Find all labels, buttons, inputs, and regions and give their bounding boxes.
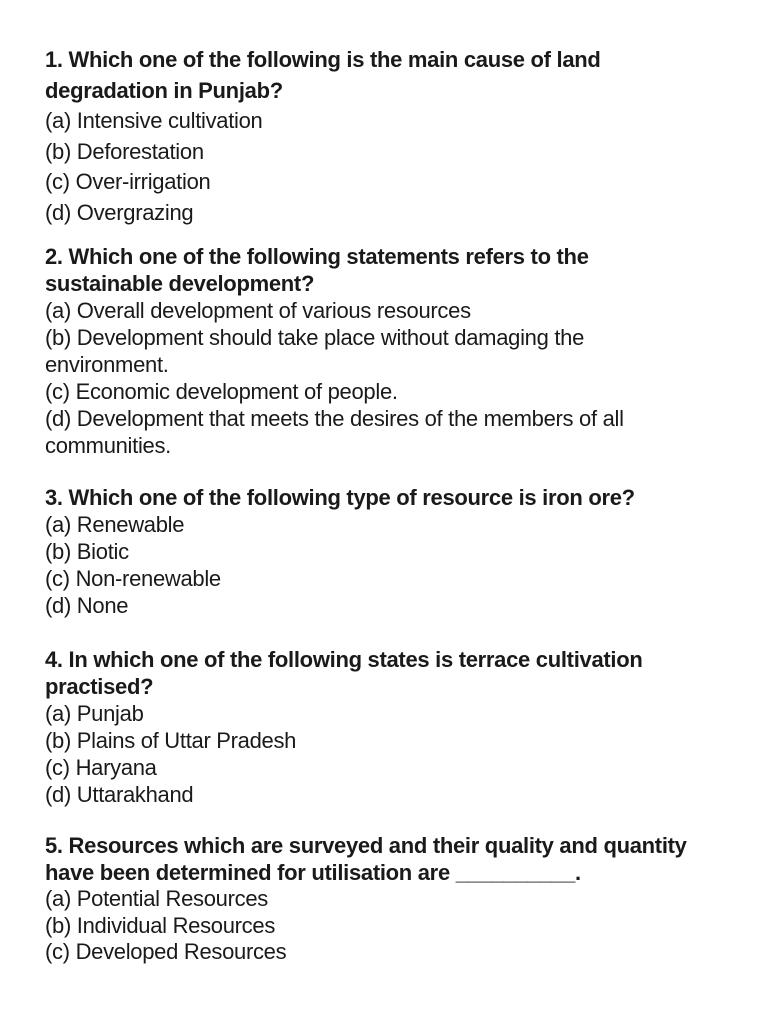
question-1-option-a: (a) Intensive cultivation <box>45 108 263 133</box>
question-5-stem-line-1: 5. Resources which are surveyed and their quality and quantity <box>45 833 687 858</box>
question-3-option-a: (a) Renewable <box>45 512 185 537</box>
question-1-option-d: (d) Overgrazing <box>45 199 194 225</box>
question-2-option-d-line-2: communities. <box>45 433 171 458</box>
question-4-option-d: (d) Uttarakhand <box>45 782 194 807</box>
question-3-stem-line-1: 3. Which one of the following type of resource is iron ore? <box>45 485 635 510</box>
question-4-stem-line-2: practised? <box>45 674 154 699</box>
question-5-option-c: (c) Developed Resources <box>45 939 287 964</box>
question-4-stem-line-1: 4. In which one of the following states is terrace cultivation <box>45 647 643 672</box>
question-2-option-d-line-1: (d) Development that meets the desires of the members of all <box>45 406 624 431</box>
question-1-stem-line-2: degradation in Punjab? <box>45 77 283 103</box>
question-3-option-c: (c) Non-renewable <box>45 566 221 591</box>
question-2 <box>45 243 745 459</box>
question-5-option-b: (b) Individual Resources <box>45 912 276 938</box>
question-2-option-a: (a) Overall development of various resources <box>45 298 471 323</box>
question-4-option-b: (b) Plains of Uttar Pradesh <box>45 728 297 753</box>
question-5-option-a: (a) Potential Resources <box>45 886 268 911</box>
question-5 <box>45 833 745 966</box>
question-5-stem-line-2: have been determined for utilisation are __________. <box>45 859 581 885</box>
question-4 <box>45 646 745 808</box>
question-4-option-c: (c) Haryana <box>45 755 157 780</box>
question-2-stem-line-1: 2. Which one of the following statements refers to the <box>45 244 589 269</box>
question-3 <box>45 484 745 619</box>
question-1 <box>45 45 745 228</box>
question-2-option-b-line-2: environment. <box>45 352 169 377</box>
question-1-option-b: (b) Deforestation <box>45 138 204 164</box>
question-3-option-d: (d) None <box>45 593 129 618</box>
question-1-option-c: (c) Over-irrigation <box>45 169 211 194</box>
question-2-stem-line-2: sustainable development? <box>45 271 315 296</box>
question-2-option-c: (c) Economic development of people. <box>45 379 398 404</box>
question-1-stem-line-1: 1. Which one of the following is the main cause of land <box>45 47 601 72</box>
question-3-option-b: (b) Biotic <box>45 539 129 564</box>
question-4-option-a: (a) Punjab <box>45 701 144 726</box>
question-2-option-b-line-1: (b) Development should take place without damaging the <box>45 325 585 350</box>
